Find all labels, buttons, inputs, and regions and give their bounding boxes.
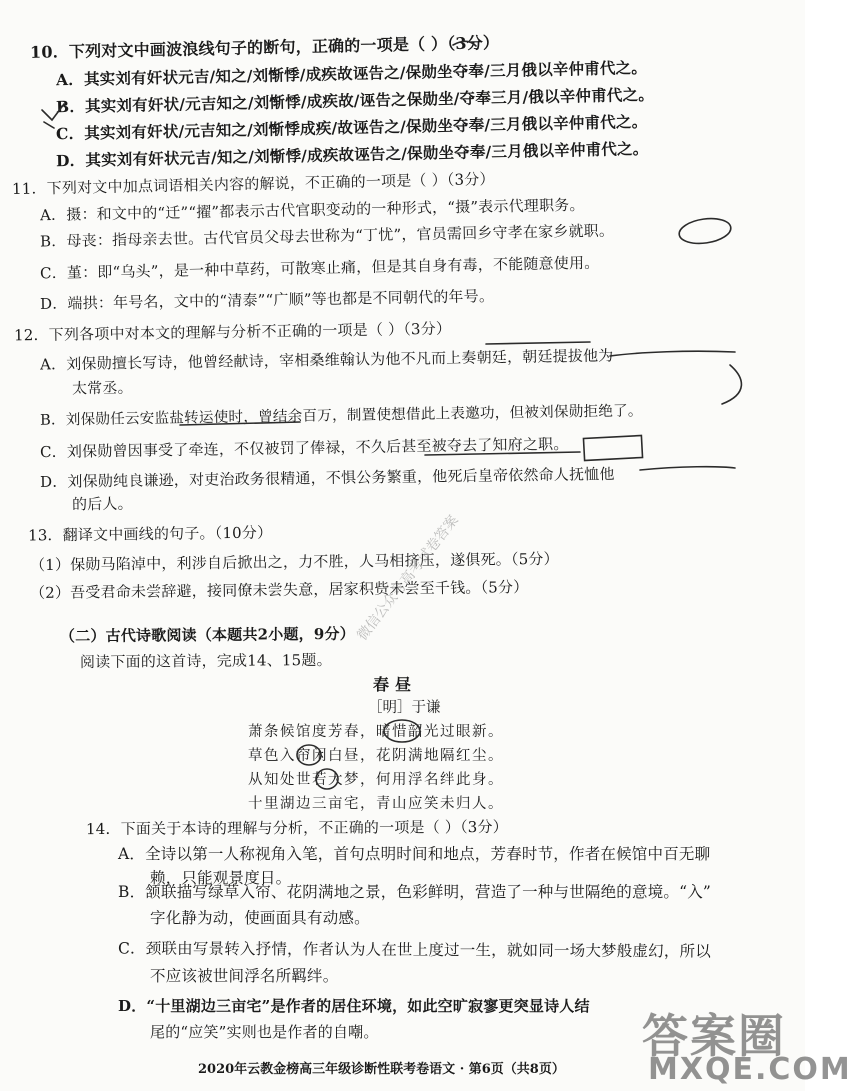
q13-sentence-1: （1）保勋马陷淖中，利涉自后掀出之，力不胜，人马相挤压，遂俱死。（5分） <box>29 549 559 575</box>
q14-option-a-cont: 赖，只能观景度日。 <box>150 869 292 887</box>
q12-option-d: D．刘保勋纯良谦逊，对吏治政务很精通，不惧公务繁重，他死后皇帝依然命人抚恤他 <box>39 464 615 492</box>
section2-intro: 阅读下面的这首诗，完成14、15题。 <box>79 650 332 672</box>
poem-line-1: 萧条候馆度芳春，暗惜韶光过眼新。 <box>248 724 504 740</box>
q10-option-d: D．其实刘有奸状元吉/知之/刘惭悸/成疾故诬告之/保勋坐夺奉/三月俄以辛仲甫代之。 <box>55 138 649 171</box>
q10-option-a: A．其实刘有奸状元吉/知之/刘惭悸/成疾故诬告之/保勋坐夺奉/三月俄以辛仲甫代之。 <box>55 57 648 90</box>
watermark-text: 微信公众号高考试卷答案 <box>354 512 462 644</box>
strike-line-q12a <box>486 342 590 344</box>
q12-option-d-cont: 的后人。 <box>71 494 133 514</box>
q12-option-b: B．刘保勋任云安监盐转运使时，曾结余百万，制置使想借此上表邀功，但被刘保勋拒绝了。 <box>39 402 643 429</box>
underline-q12d <box>640 467 735 470</box>
q10-option-b: B．其实刘有奸状/元吉知之/刘惭悸/成疾故/诬告之保勋坐/夺奉三月/俄以辛仲甫代之。 <box>55 84 655 117</box>
q13-stem: 13．翻译文中画线的句子。（10分） <box>27 523 273 545</box>
q12-option-c: C．刘保勋曾因事受了牵连，不仅被罚了俸禄，不久后甚至被夺去了知府之职。 <box>39 434 569 462</box>
q14-option-b: B．颔联描写绿草入帘、花阴满地之景，色彩鲜明，营造了一种与世隔绝的意境。“入” <box>118 883 712 901</box>
poem-author: ［明］于谦 <box>368 700 441 716</box>
box-mark-zhifu <box>583 435 642 460</box>
poem-line-2: 草色入帘闲白昼，花阴满地隔红尘。 <box>248 748 504 764</box>
q11-option-d: D．端拱：年号名，文中的“清泰”“广顺”等也都是不同朝代的年号。 <box>39 287 495 313</box>
q14-option-c-cont: 不应该被世间浮名所羁绊。 <box>150 967 339 985</box>
poem-title: 春昼 <box>373 675 418 694</box>
q10-option-c: C．其实刘有奸状/元吉知之/刘惭悸成疾/故诬告之/保勋坐夺奉/三月俄以辛仲甫代之。 <box>55 111 648 144</box>
check-mark-q12a <box>722 365 741 404</box>
poem-line-4: 十里湖边三亩宅，青山应笑未归人。 <box>248 796 504 812</box>
circle-mark-jiuzhi <box>678 215 733 246</box>
check-mark-b <box>44 122 54 128</box>
q14-option-a: A．全诗以第一人称视角入笔，首句点明时间和地点，芳春时节，作者在候馆中百无聊 <box>118 845 711 863</box>
logo-text-main: 答案圈 <box>642 1009 786 1063</box>
q11-option-a: A．摄：和文中的“迁”“擢”都表示古代官职变动的一种形式，“摄”表示代理职务。 <box>39 195 585 225</box>
poem-line-3: 从知处世若大梦，何用浮名绊此身。 <box>248 772 504 788</box>
page-footer: 2020年云教金榜高三年级诊断性联考卷语文 · 第6页（共8页） <box>198 1062 565 1077</box>
q12-option-a-cont: 太常丞。 <box>71 378 133 398</box>
section2-heading: （二）古代诗歌阅读（本题共2小题，9分） <box>59 624 355 646</box>
q14-option-b-cont: 字化静为动，使画面具有动感。 <box>150 909 370 927</box>
q14-option-c: C．颈联由写景转入抒情，作者认为人在世上度过一生，就如同一场大梦般虚幻，所以 <box>117 939 712 961</box>
logo-text-domain: MXQE.COM <box>648 1052 852 1087</box>
q13-sentence-2: （2）吾受君命未尝辞避，接同僚未尝失意，居家积赀未尝至千钱。（5分） <box>29 577 529 603</box>
q14-stem: 14．下面关于本诗的理解与分析，不正确的一项是（ ）（3分） <box>85 817 508 839</box>
q14-option-d-cont: 尾的“应笑”实则也是作者的自嘲。 <box>150 1023 379 1041</box>
q11-stem: 11．下列对文中加点词语相关内容的解说，不正确的一项是（ ）（3分） <box>11 169 495 199</box>
q12-stem: 12．下列各项中对本文的理解与分析不正确的一项是（ ）（3分） <box>13 319 452 345</box>
q10-stem: 10．下列对文中画波浪线句子的断句，正确的一项是（ ）（3分） <box>29 33 500 62</box>
q12-option-a: A．刘保勋擅长写诗，他曾经献诗，宰相桑维翰认为他不凡而上奏朝廷，朝廷提拔他为 <box>39 346 614 374</box>
q11-option-b: B．母丧：指母亲去世。古代官员父母去世称为“丁忧”，官员需回乡守孝在家乡就职。 <box>39 221 615 251</box>
q11-option-c: C．堇：即“乌头”，是一种中草药，可散寒止痛，但是其自身有毒，不能随意使用。 <box>39 253 600 283</box>
underline-q12a <box>610 351 735 356</box>
site-logo <box>640 1000 852 1090</box>
q14-option-d: D．“十里湖边三亩宅”是作者的居住环境，如此空旷寂寥更突显诗人结 <box>118 997 590 1015</box>
